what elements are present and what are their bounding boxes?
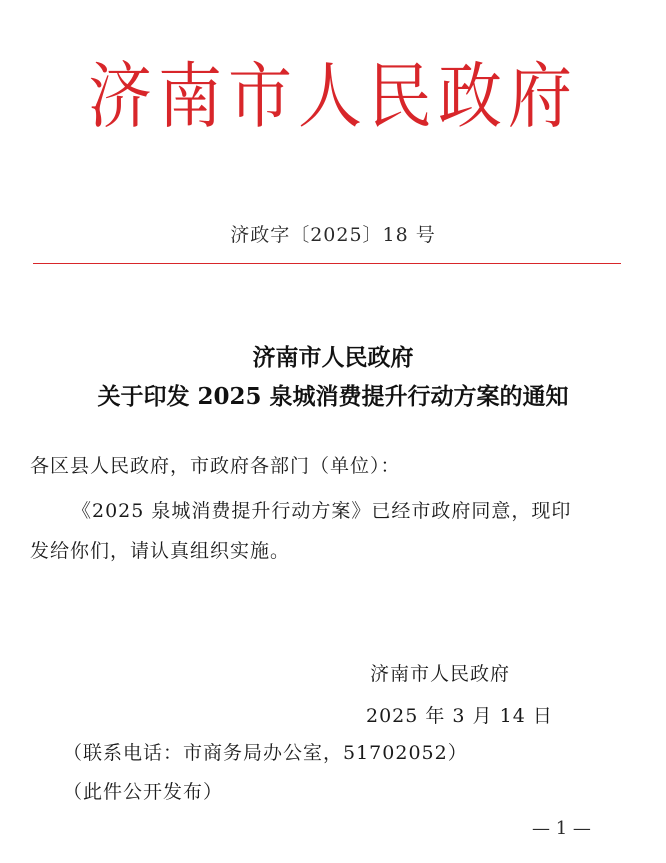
document-title-line-2: 关于印发 2025 泉城消费提升行动方案的通知 bbox=[97, 383, 569, 410]
signature-organization: 济南市人民政府 bbox=[370, 663, 511, 685]
salutation: 各区县人民政府，市政府各部门（单位）： bbox=[30, 455, 401, 477]
document-number: 济政字〔2025〕18 号 bbox=[230, 224, 436, 246]
document-title-line-1: 济南市人民政府 bbox=[252, 344, 414, 371]
body-paragraph-line-1: 《2025 泉城消费提升行动方案》已经市政府同意，现印 bbox=[72, 500, 572, 522]
body-paragraph-line-2: 发给你们，请认真组织实施。 bbox=[30, 540, 291, 562]
red-divider-line bbox=[33, 263, 621, 264]
signature-date: 2025 年 3 月 14 日 bbox=[366, 705, 553, 727]
contact-note: （联系电话：市商务局办公室，51702052） bbox=[63, 742, 468, 764]
body-paragraph bbox=[30, 491, 630, 571]
masthead-issuer: 济南市人民政府 bbox=[88, 55, 578, 139]
publish-note: （此件公开发布） bbox=[63, 781, 224, 803]
page-number: — 1 — bbox=[532, 818, 591, 839]
document-title bbox=[0, 338, 666, 416]
